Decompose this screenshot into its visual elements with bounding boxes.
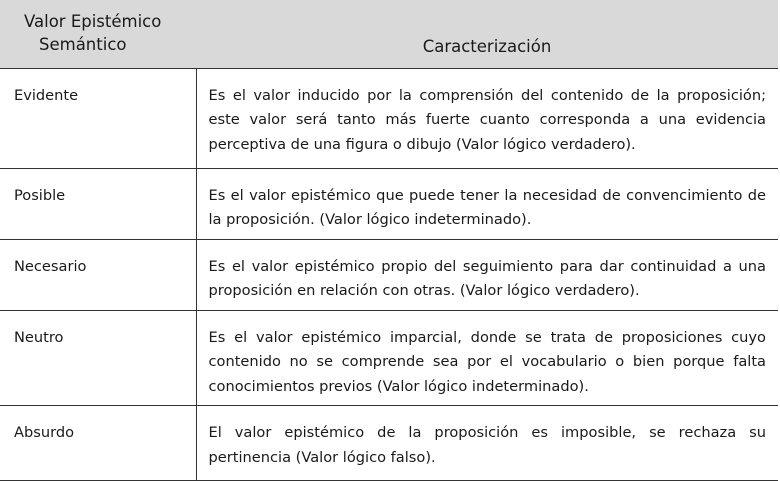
row-description: Es el valor inducido por la comprensión del contenido de la proposición; este valor será tanto más fuerte cuanto corresponda a una evidencia perceptiva de una figura o dibujo (Valor lógico verdadero). [196, 68, 778, 168]
row-name: Neutro [0, 310, 196, 406]
table-row [0, 406, 778, 481]
row-description: El valor epistémico de la proposición es imposible, se rechaza su pertinencia (Valor lógico falso). [196, 406, 778, 481]
row-name: Absurdo [0, 406, 196, 481]
row-name: Necesario [0, 239, 196, 310]
row-description: Es el valor epistémico que puede tener la necesidad de convencimiento de la proposición. (Valor lógico indeterminado). [196, 168, 778, 239]
header-col1-line2: Semántico [39, 35, 127, 54]
table-row [0, 68, 778, 168]
header-valor-epistemico [0, 0, 196, 68]
table-row [0, 239, 778, 310]
row-description: Es el valor epistémico imparcial, donde se trata de proposiciones cuyo contenido no se comprende sea por el vocabulario o bien porque falta conocimientos previos (Valor lógico indeterminado). [196, 310, 778, 406]
table-row [0, 168, 778, 239]
row-name: Evidente [0, 68, 196, 168]
table-header [0, 0, 778, 68]
row-description: Es el valor epistémico propio del seguimiento para dar continuidad a una proposición en relación con otras. (Valor lógico verdadero). [196, 239, 778, 310]
header-caracterizacion: Caracterización [196, 0, 778, 68]
header-col1-line1: Valor Epistémico [24, 12, 162, 31]
table-body [0, 68, 778, 481]
row-name: Posible [0, 168, 196, 239]
table-row [0, 310, 778, 406]
header-row [0, 0, 778, 68]
